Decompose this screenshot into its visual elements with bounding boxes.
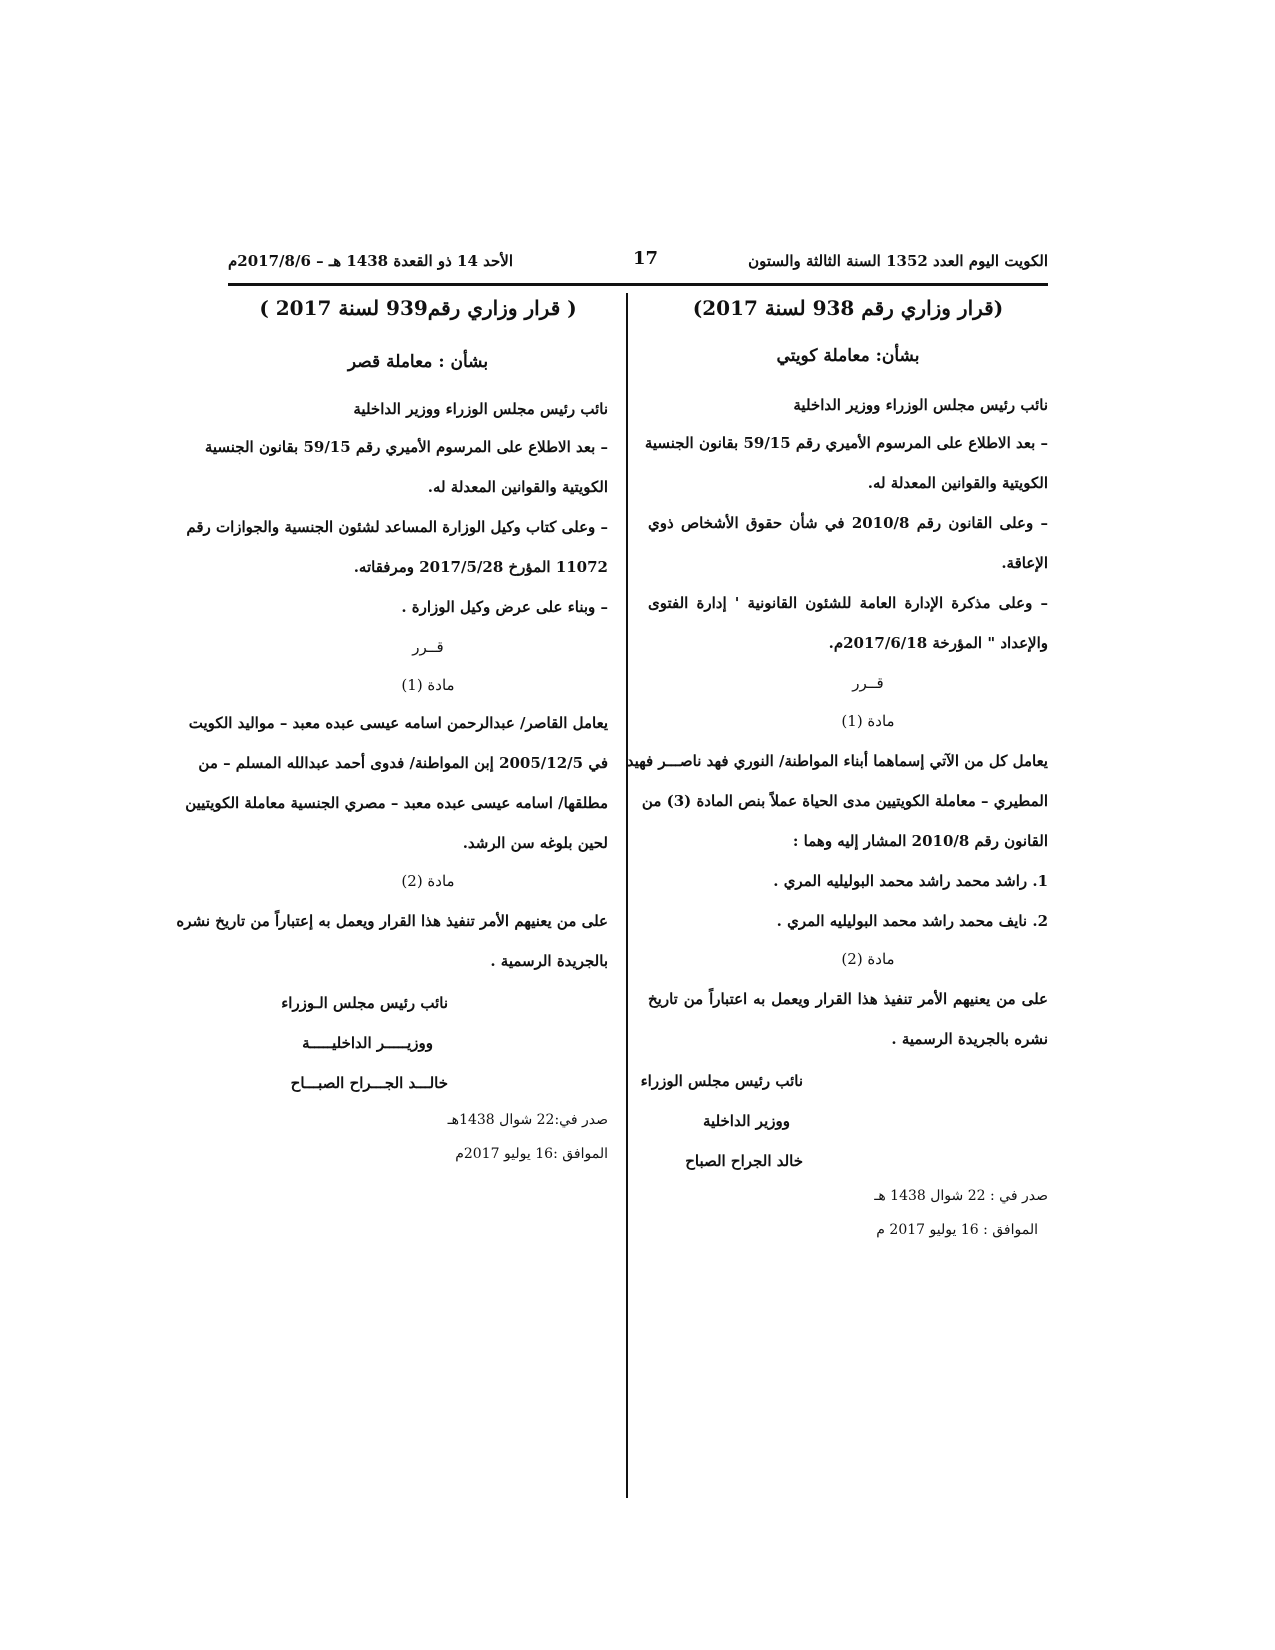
preamble-line: 11072 المؤرخ 2017/5/28 ومرفقاته. <box>353 558 608 576</box>
article-1-heading: مادة (1) <box>841 712 895 730</box>
preamble-line: – وعلى مذكرة الإدارة العامة للشئون القانونية ' إدارة الفتوى <box>648 594 1048 612</box>
preamble-line: والإعداد " المؤرخة 2017/6/18م. <box>828 634 1048 652</box>
preamble-line: – بعد الاطلاع على المرسوم الأميري رقم 59/15 بقانون الجنسية <box>644 434 1048 452</box>
page-number: 17 <box>633 248 659 269</box>
article-line: على من يعنيهم الأمر تنفيذ هذا القرار ويعمل به اعتباراً من تاريخ <box>648 990 1048 1008</box>
preamble-line: – وعلى القانون رقم 2010/8 في شأن حقوق الأشخاص ذوي <box>648 514 1048 532</box>
header-publication: الكويت اليوم العدد 1352 السنة الثالثة والستون <box>748 252 1048 270</box>
article-line: مطلقها/ اسامه عيسى عبده معبد – مصري الجنسية معاملة الكويتيين <box>185 794 608 812</box>
corresponding-date: الموافق :16 يوليو 2017م <box>455 1146 608 1162</box>
article-line: المطيري – معاملة الكويتيين مدى الحياة عملاً بنص المادة (3) من <box>641 792 1048 810</box>
decree-issuer: نائب رئيس مجلس الوزراء ووزير الداخلية <box>793 396 1048 414</box>
header-date: الأحد 14 ذو القعدة 1438 هـ – 2017/8/6م <box>228 252 513 270</box>
signature-name: خالـــد الجـــراح الصبـــاح <box>290 1074 448 1092</box>
decided-heading: قــرر <box>412 638 444 656</box>
signature-name: خالد الجراح الصباح <box>685 1152 803 1170</box>
preamble-line: الإعاقة. <box>1001 554 1048 572</box>
header-rule <box>228 283 1048 286</box>
article-2-heading: مادة (2) <box>401 872 455 890</box>
issued-date: صدر في : 22 شوال 1438 هـ <box>874 1188 1048 1204</box>
preamble-line: الكويتية والقوانين المعدلة له. <box>427 478 608 496</box>
decree-issuer: نائب رئيس مجلس الوزراء ووزير الداخلية <box>353 400 608 418</box>
column-divider <box>626 293 628 1498</box>
preamble-line: الكويتية والقوانين المعدلة له. <box>867 474 1048 492</box>
decree-subject: بشأن : معاملة قصر <box>347 352 489 372</box>
page-header <box>228 246 1048 276</box>
preamble-line: – وبناء على عرض وكيل الوزارة . <box>401 598 608 616</box>
preamble-line: – بعد الاطلاع على المرسوم الأميري رقم 59/15 بقانون الجنسية <box>204 438 608 456</box>
article-line: يعامل كل من الآتي إسماهما أبناء المواطنة/ النوري فهد ناصـــر فهيد <box>626 752 1048 770</box>
article-2-heading: مادة (2) <box>841 950 895 968</box>
signature-minister: ووزيـــــر الداخليـــــة <box>302 1034 433 1052</box>
corresponding-date: الموافق : 16 يوليو 2017 م <box>876 1222 1038 1238</box>
decree-subject: بشأن: معاملة كويتي <box>776 346 920 366</box>
decree-938 <box>626 296 1048 1238</box>
preamble-line: – وعلى كتاب وكيل الوزارة المساعد لشئون الجنسية والجوازات رقم <box>186 518 608 536</box>
article-line: القانون رقم 2010/8 المشار إليه وهما : <box>792 832 1048 850</box>
list-item: 1. راشد محمد راشد محمد البوليليه المري . <box>773 872 1048 890</box>
decided-heading: قــرر <box>852 674 884 692</box>
signature-title: نائب رئيس مجلس الوزراء <box>640 1072 803 1090</box>
article-1-heading: مادة (1) <box>401 676 455 694</box>
article-line: في 2005/12/5 إبن المواطنة/ فدوى أحمد عبدالله المسلم – من <box>198 754 608 772</box>
signature-title: نائب رئيس مجلس الـوزراء <box>281 994 448 1012</box>
article-line: على من يعنيهم الأمر تنفيذ هذا القرار ويعمل به إعتباراً من تاريخ نشره <box>176 912 608 930</box>
article-line: بالجريدة الرسمية . <box>490 952 608 970</box>
article-line: لحين بلوغه سن الرشد. <box>462 834 608 852</box>
decree-title: (قرار وزاري رقم 938 لسنة 2017) <box>692 296 1004 320</box>
issued-date: صدر في:22 شوال 1438هـ <box>447 1112 608 1128</box>
decree-939 <box>176 296 608 1162</box>
list-item: 2. نايف محمد راشد محمد البوليليه المري . <box>776 912 1048 930</box>
article-line: نشره بالجريدة الرسمية . <box>891 1030 1048 1048</box>
signature-minister: ووزير الداخلية <box>703 1112 790 1130</box>
article-line: يعامل القاصر/ عبدالرحمن اسامه عيسى عبده معبد – مواليد الكويت <box>188 714 608 732</box>
decree-title: ( قرار وزاري رقم939 لسنة 2017 ) <box>259 296 577 320</box>
